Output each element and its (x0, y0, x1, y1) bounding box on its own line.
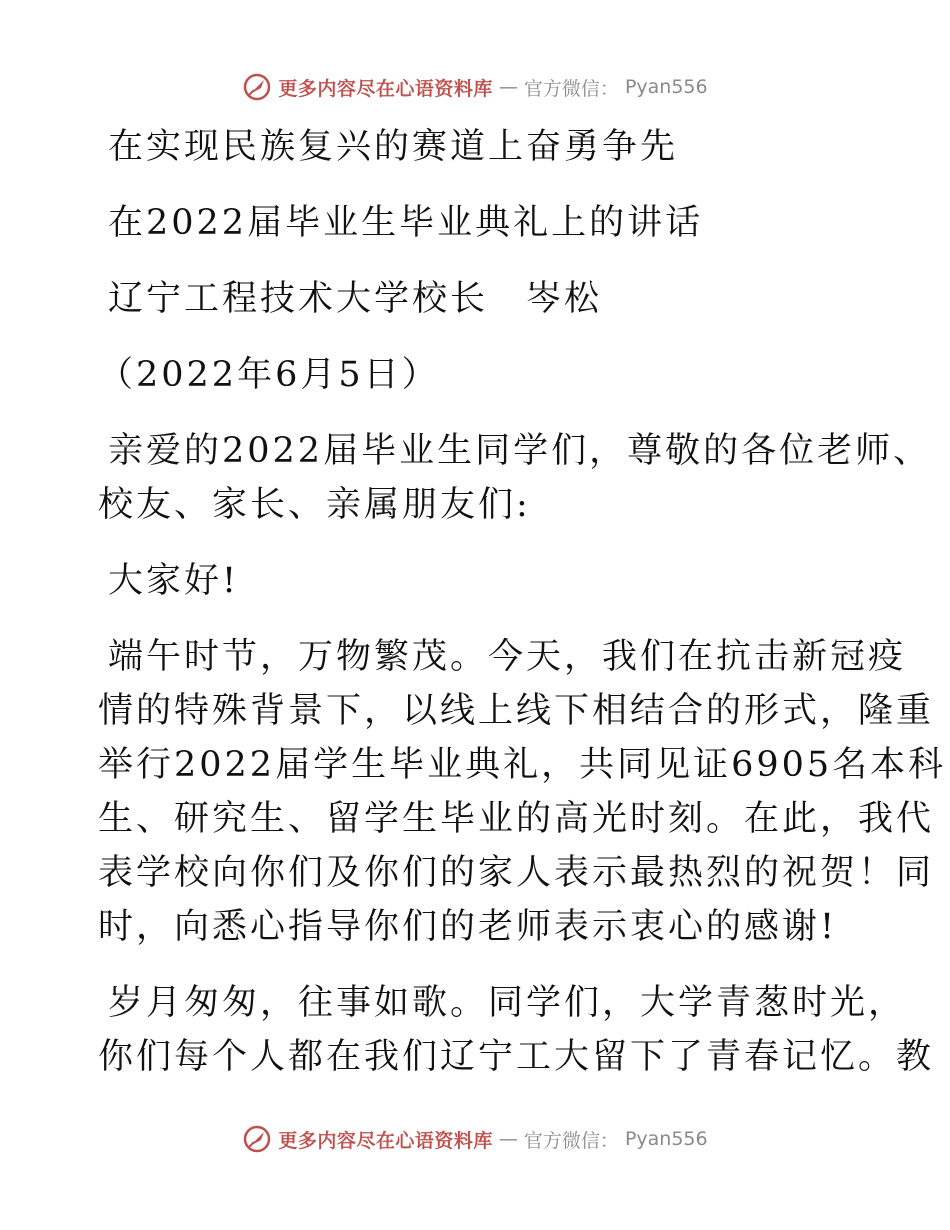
paragraph-line: 大家好! (108, 561, 240, 601)
document-subtitle: 在2022届毕业生毕业典礼上的讲话 (108, 203, 704, 243)
paragraph-line: 举行2022届学生毕业典礼，共同见证6905名本科 (98, 745, 947, 785)
paragraph-line: 岁月匆匆，往事如歌。同学们，大学青葱时光， (108, 983, 907, 1023)
document-title: 在实现民族复兴的赛道上奋勇争先 (108, 127, 679, 167)
document-date: （2022年6月5日） (98, 355, 440, 395)
paragraph-line: 你们每个人都在我们辽宁工大留下了青春记忆。教 (98, 1037, 935, 1077)
paragraph-line: 端午时节，万物繁茂。今天，我们在抗击新冠疫 (108, 637, 907, 677)
body-paragraph-1 (98, 630, 947, 954)
watermark-wechat-id: Pyan556 (624, 1128, 708, 1150)
paragraph-line: 亲爱的2022届毕业生同学们，尊敬的各位老师、 (108, 431, 932, 471)
paragraph-line: 时，向悉心指导你们的老师表示衷心的感谢! (98, 907, 838, 947)
greeting-paragraph (98, 554, 858, 608)
watermark-text: 更多内容尽在心语资料库 (278, 77, 493, 100)
quill-logo-icon (242, 72, 272, 102)
header-watermark (0, 72, 950, 102)
paragraph-line: 校友、家长、亲属朋友们: (98, 485, 531, 525)
watermark-wechat-label: 官方微信： (523, 77, 619, 100)
paragraph-line: 生、研究生、留学生毕业的高光时刻。在此，我代 (98, 799, 935, 839)
watermark-wechat-id: Pyan556 (624, 76, 708, 98)
watermark-text: 更多内容尽在心语资料库 (278, 1129, 493, 1152)
document-body (98, 120, 947, 1084)
paragraph-line: 情的特殊背景下，以线上线下相结合的形式，隆重 (98, 691, 935, 731)
paragraph-line: 表学校向你们及你们的家人表示最热烈的祝贺！同 (98, 853, 935, 893)
quill-logo-icon (242, 1124, 272, 1154)
footer-watermark (0, 1124, 950, 1154)
body-paragraph-2 (98, 976, 935, 1084)
watermark-dash: — (498, 76, 518, 98)
watermark-dash: — (498, 1128, 518, 1150)
document-author: 辽宁工程技术大学校长 岑松 (108, 279, 603, 319)
salutation-paragraph (98, 424, 932, 532)
watermark-wechat-label: 官方微信： (523, 1129, 619, 1152)
